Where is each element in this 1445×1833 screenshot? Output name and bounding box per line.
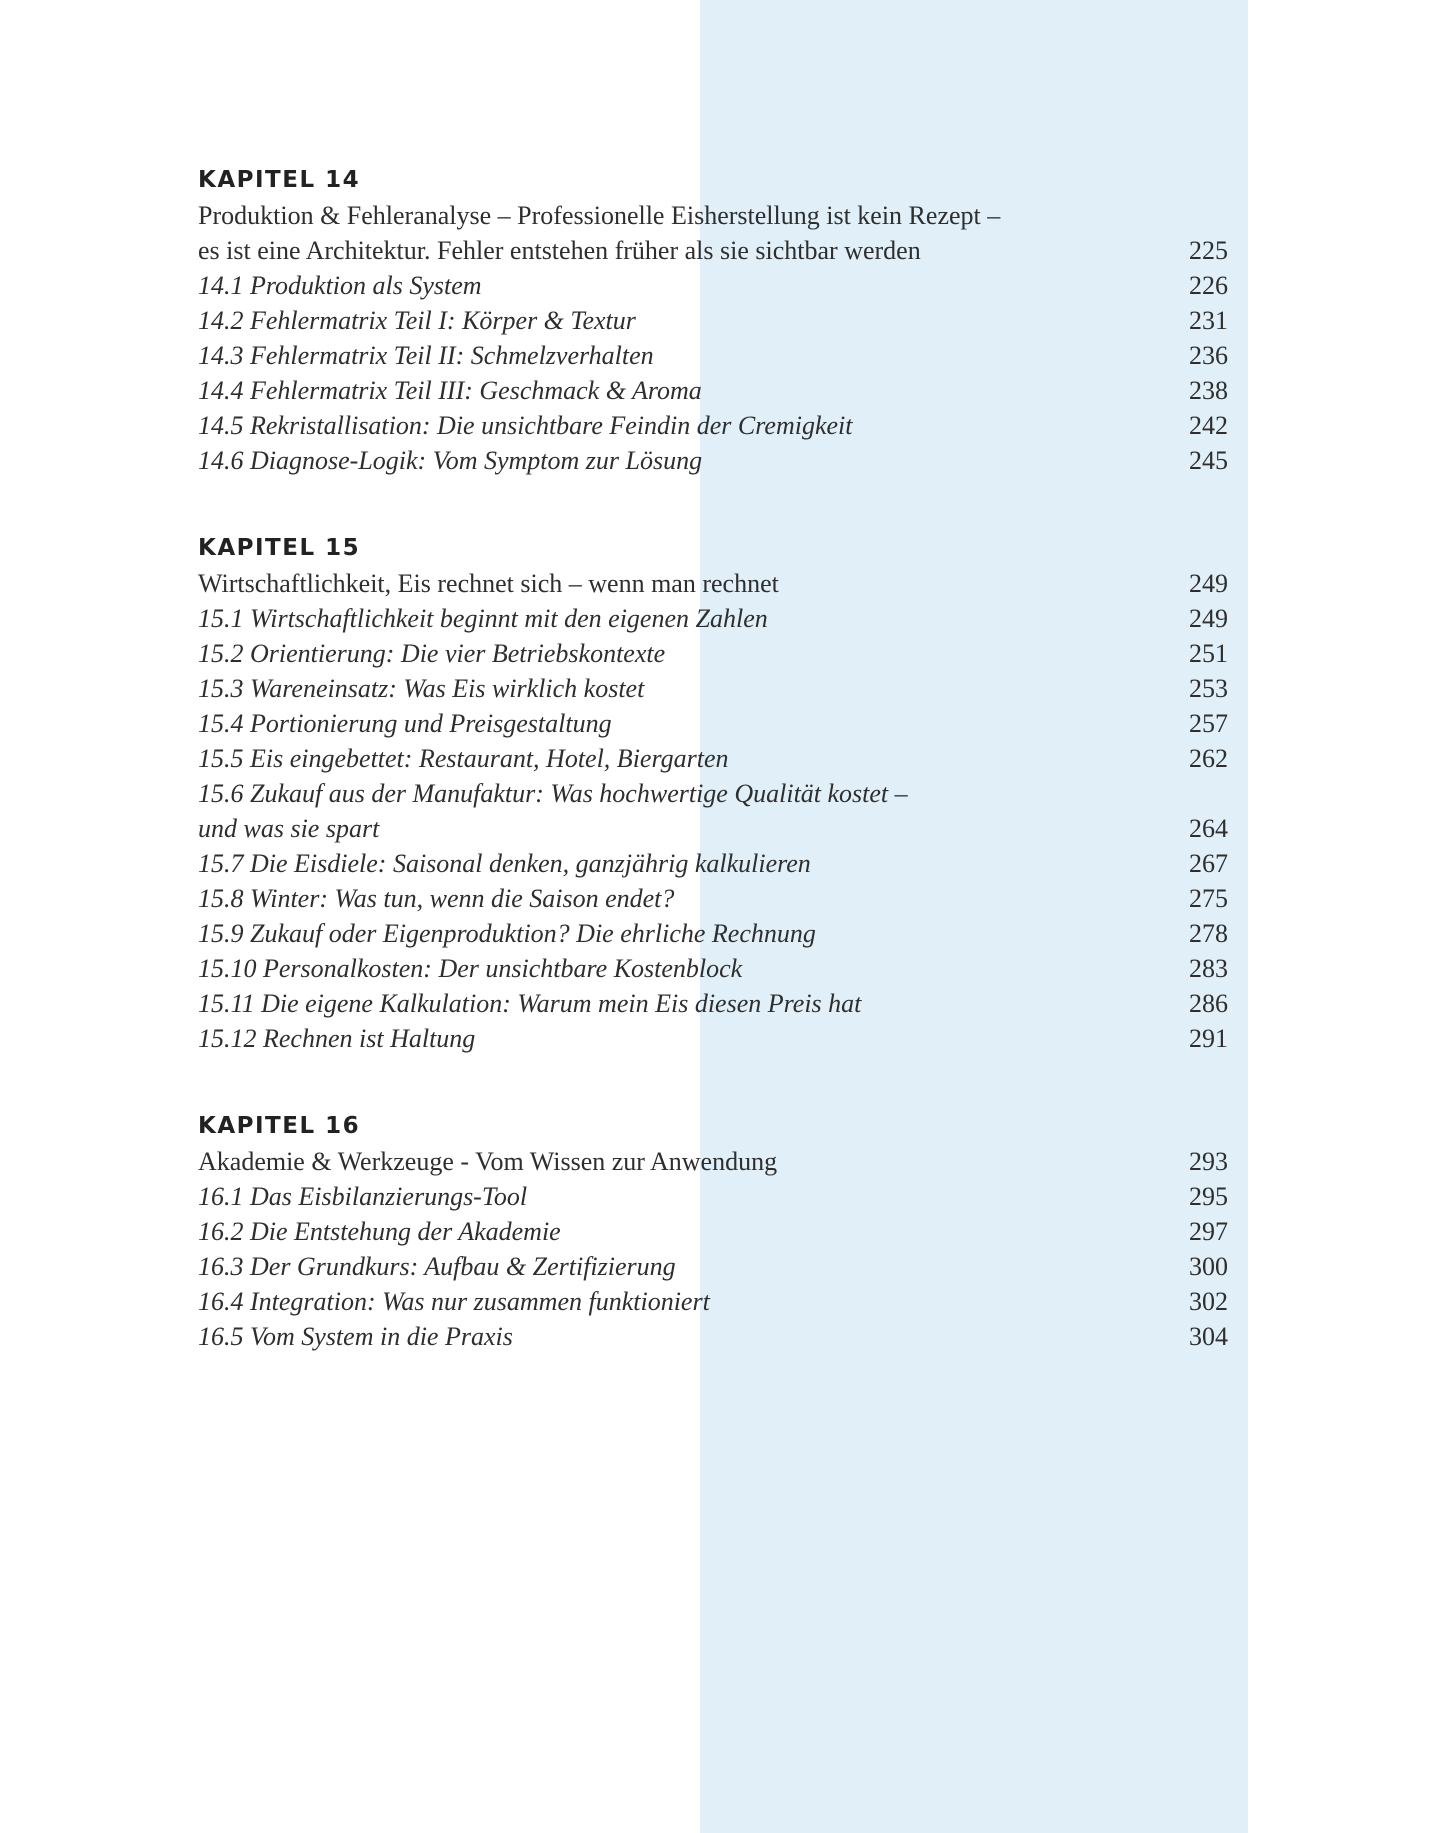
section-entry[interactable] xyxy=(198,776,1228,846)
section-title-line: 15.7 Die Eisdiele: Saisonal denken, ganzjährig kalkulieren xyxy=(198,849,811,878)
page-number: 245 xyxy=(1189,446,1228,475)
section-title xyxy=(198,303,1168,338)
section-entry[interactable] xyxy=(198,303,1228,338)
page-number: 236 xyxy=(1189,341,1228,370)
page-number: 304 xyxy=(1189,1322,1228,1351)
chapter-label: KAPITEL 14 xyxy=(198,167,361,193)
section-title-line: 15.1 Wirtschaftlichkeit beginnt mit den eigenen Zahlen xyxy=(198,604,768,633)
section-title xyxy=(198,671,1168,706)
section-title xyxy=(198,741,1168,776)
chapter-block xyxy=(198,1108,1228,1354)
page-number: 295 xyxy=(1189,1182,1228,1211)
section-title xyxy=(198,601,1168,636)
section-entry[interactable] xyxy=(198,1249,1228,1284)
chapter-title-line: Produktion & Fehleranalyse – Professionelle Eisherstellung ist kein Rezept – xyxy=(198,201,1001,230)
page-number: 242 xyxy=(1189,411,1228,440)
section-title-line: 15.2 Orientierung: Die vier Betriebskontexte xyxy=(198,639,666,668)
page-number: 225 xyxy=(1189,236,1228,265)
section-title-line: 15.6 Zukauf aus der Manufaktur: Was hochwertige Qualität kostet – xyxy=(198,779,908,808)
section-entry[interactable] xyxy=(198,1179,1228,1214)
section-title xyxy=(198,1249,1168,1284)
section-title xyxy=(198,1214,1168,1249)
chapter-block xyxy=(198,530,1228,1056)
page-number: 226 xyxy=(1189,271,1228,300)
section-title-line: 14.4 Fehlermatrix Teil III: Geschmack & Aroma xyxy=(198,376,702,405)
page-number: 300 xyxy=(1189,1252,1228,1281)
chapter-title xyxy=(198,566,1168,601)
page-number: 249 xyxy=(1189,569,1228,598)
section-entry[interactable] xyxy=(198,916,1228,951)
section-title xyxy=(198,1179,1168,1214)
section-title-line: 16.5 Vom System in die Praxis xyxy=(198,1322,513,1351)
section-entry[interactable] xyxy=(198,951,1228,986)
section-title-line: 14.6 Diagnose-Logik: Vom Symptom zur Lösung xyxy=(198,446,703,475)
section-entry[interactable] xyxy=(198,601,1228,636)
section-entry[interactable] xyxy=(198,1319,1228,1354)
chapter-title-entry[interactable] xyxy=(198,566,1228,601)
section-title-line: 15.9 Zukauf oder Eigenproduktion? Die ehrliche Rechnung xyxy=(198,919,816,948)
page-number: 231 xyxy=(1189,306,1228,335)
section-title-line: 14.2 Fehlermatrix Teil I: Körper & Textur xyxy=(198,306,636,335)
section-title-line: 16.2 Die Entstehung der Akademie xyxy=(198,1217,561,1246)
chapter-title-line: Wirtschaftlichkeit, Eis rechnet sich – wenn man rechnet xyxy=(198,569,779,598)
section-title-line: 15.10 Personalkosten: Der unsichtbare Kostenblock xyxy=(198,954,743,983)
page-number: 264 xyxy=(1189,814,1228,843)
section-title xyxy=(198,986,1168,1021)
page-number: 249 xyxy=(1189,604,1228,633)
section-title-line: 14.5 Rekristallisation: Die unsichtbare Feindin der Cremigkeit xyxy=(198,411,853,440)
chapter-title-entry[interactable] xyxy=(198,198,1228,268)
section-title-line: 14.1 Produktion als System xyxy=(198,271,482,300)
section-entry[interactable] xyxy=(198,1284,1228,1319)
section-entry[interactable] xyxy=(198,881,1228,916)
section-title-line: 15.12 Rechnen ist Haltung xyxy=(198,1024,476,1053)
page-number: 283 xyxy=(1189,954,1228,983)
section-title xyxy=(198,338,1168,373)
section-entry[interactable] xyxy=(198,338,1228,373)
section-title-line: 16.4 Integration: Was nur zusammen funktioniert xyxy=(198,1287,710,1316)
page-number: 278 xyxy=(1189,919,1228,948)
section-title xyxy=(198,951,1168,986)
page-number: 286 xyxy=(1189,989,1228,1018)
chapter-title-entry[interactable] xyxy=(198,1144,1228,1179)
section-entry[interactable] xyxy=(198,408,1228,443)
page-number: 293 xyxy=(1189,1147,1228,1176)
section-entry[interactable] xyxy=(198,706,1228,741)
section-title xyxy=(198,881,1168,916)
page-number: 238 xyxy=(1189,376,1228,405)
chapter-block xyxy=(198,162,1228,478)
section-entry[interactable] xyxy=(198,1214,1228,1249)
section-title xyxy=(198,373,1168,408)
section-title-line: 14.3 Fehlermatrix Teil II: Schmelzverhalten xyxy=(198,341,654,370)
section-title-line: 15.4 Portionierung und Preisgestaltung xyxy=(198,709,612,738)
section-title xyxy=(198,776,1168,846)
page-number: 267 xyxy=(1189,849,1228,878)
section-entry[interactable] xyxy=(198,846,1228,881)
page-number: 297 xyxy=(1189,1217,1228,1246)
page-number: 253 xyxy=(1189,674,1228,703)
section-entry[interactable] xyxy=(198,443,1228,478)
section-title xyxy=(198,443,1168,478)
page-number: 302 xyxy=(1189,1287,1228,1316)
section-title xyxy=(198,1284,1168,1319)
table-of-contents xyxy=(198,162,1228,1406)
page-number: 257 xyxy=(1189,709,1228,738)
section-entry[interactable] xyxy=(198,741,1228,776)
section-title-line: 15.3 Wareneinsatz: Was Eis wirklich kostet xyxy=(198,674,645,703)
page-number: 275 xyxy=(1189,884,1228,913)
section-title-line: 15.5 Eis eingebettet: Restaurant, Hotel, Biergarten xyxy=(198,744,729,773)
section-entry[interactable] xyxy=(198,268,1228,303)
section-title xyxy=(198,1021,1168,1056)
page-number: 291 xyxy=(1189,1024,1228,1053)
section-title xyxy=(198,1319,1168,1354)
chapter-label: KAPITEL 15 xyxy=(198,535,361,561)
section-title xyxy=(198,846,1168,881)
section-title xyxy=(198,636,1168,671)
section-title-line: und was sie spart xyxy=(198,814,380,843)
section-entry[interactable] xyxy=(198,986,1228,1021)
page-number: 251 xyxy=(1189,639,1228,668)
section-entry[interactable] xyxy=(198,671,1228,706)
chapter-title xyxy=(198,1144,1168,1179)
section-title xyxy=(198,408,1168,443)
chapter-title xyxy=(198,198,1168,268)
chapter-title-line: es ist eine Architektur. Fehler entstehen früher als sie sichtbar werden xyxy=(198,236,921,265)
section-title xyxy=(198,706,1168,741)
chapter-title-line: Akademie & Werkzeuge - Vom Wissen zur Anwendung xyxy=(198,1147,778,1176)
chapter-label: KAPITEL 16 xyxy=(198,1113,361,1139)
section-title-line: 15.11 Die eigene Kalkulation: Warum mein Eis diesen Preis hat xyxy=(198,989,862,1018)
section-title-line: 15.8 Winter: Was tun, wenn die Saison endet? xyxy=(198,884,675,913)
section-title-line: 16.1 Das Eisbilanzierungs-Tool xyxy=(198,1182,528,1211)
section-entry[interactable] xyxy=(198,1021,1228,1056)
page-number: 262 xyxy=(1189,744,1228,773)
section-entry[interactable] xyxy=(198,373,1228,408)
section-title-line: 16.3 Der Grundkurs: Aufbau & Zertifizierung xyxy=(198,1252,676,1281)
section-entry[interactable] xyxy=(198,636,1228,671)
section-title xyxy=(198,268,1168,303)
section-title xyxy=(198,916,1168,951)
